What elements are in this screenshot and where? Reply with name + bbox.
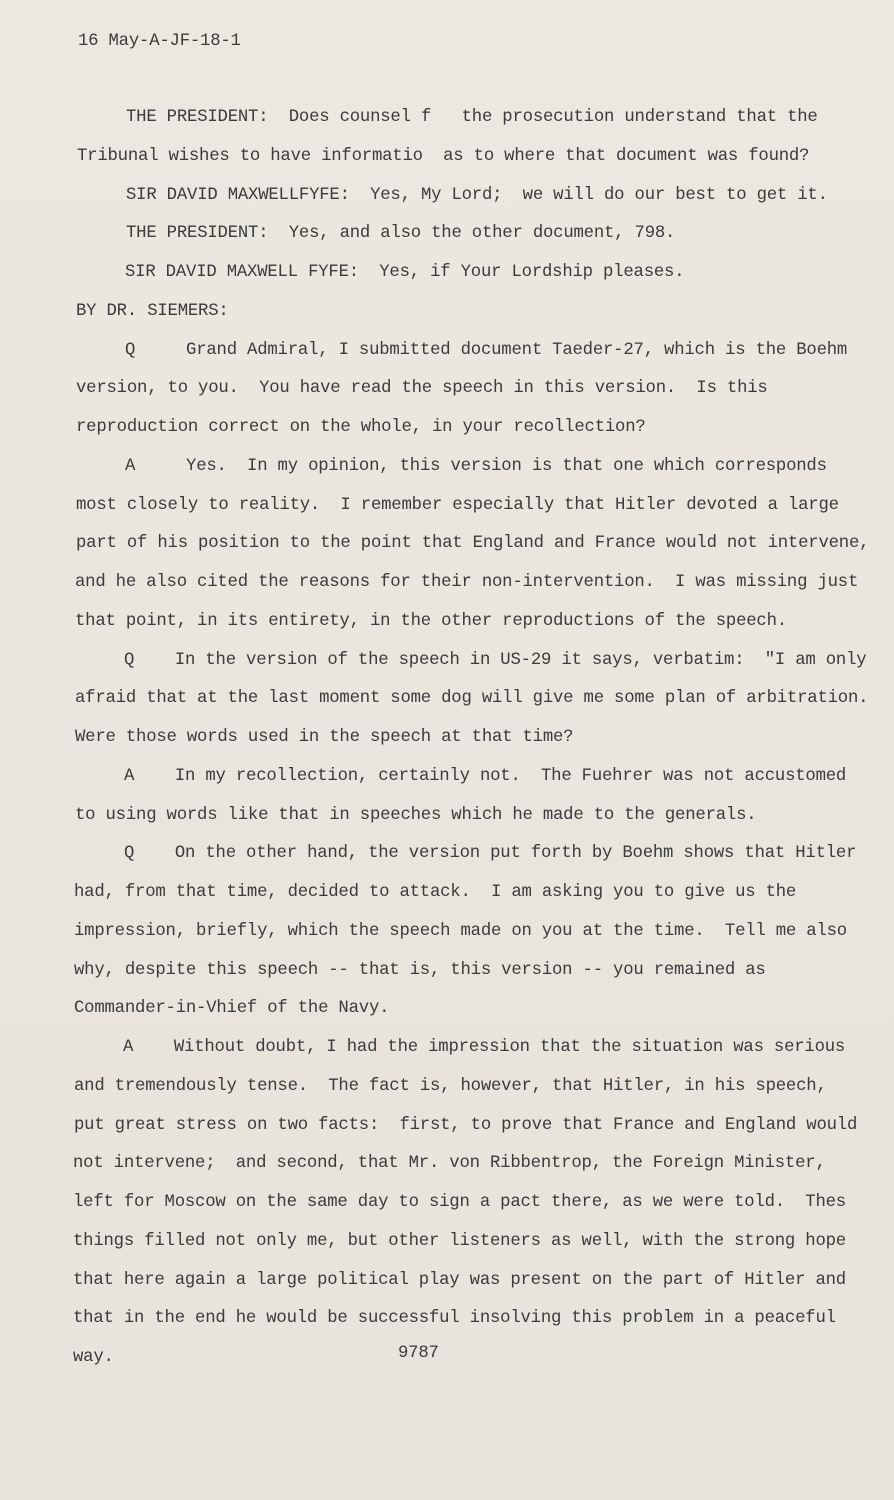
text-line: most closely to reality. I remember especially that Hitler devoted a large bbox=[76, 495, 839, 515]
text-line: left for Moscow on the same day to sign a pact there, as we were told. Thes bbox=[73, 1193, 846, 1212]
text-line: that point, in its entirety, in the other reproductions of the speech. bbox=[75, 611, 787, 631]
text-line: A Without doubt, I had the impression that the situation was serious bbox=[123, 1038, 846, 1057]
text-line: SIR DAVID MAXWELL FYFE: Yes, if Your Lordship pleases. bbox=[125, 263, 685, 282]
text-line: that here again a large political play was present on the part of Hitler and bbox=[73, 1270, 846, 1290]
text-line: reproduction correct on the whole, in your recollection? bbox=[76, 418, 646, 437]
text-line: THE PRESIDENT: Yes, and also the other document, 798. bbox=[126, 224, 676, 244]
text-line: BY DR. SIEMERS: bbox=[76, 301, 229, 321]
page-number: 9787 bbox=[398, 1344, 439, 1363]
text-line: not intervene; and second, that Mr. von Ribbentrop, the Foreign Minister, bbox=[73, 1154, 826, 1174]
text-line: Q On the other hand, the version put forth by Boehm shows that Hitler bbox=[124, 844, 857, 864]
text-line: Tribunal wishes to have informatio as to where that document was found? bbox=[77, 146, 810, 166]
text-line: Q Grand Admiral, I submitted document Taeder-27, which is the Boehm bbox=[125, 340, 848, 360]
text-line: things filled not only me, but other listeners as well, with the strong hope bbox=[73, 1231, 846, 1251]
text-line: Were those words used in the speech at that time? bbox=[75, 728, 574, 747]
text-line: had, from that time, decided to attack. I am asking you to give us the bbox=[74, 883, 797, 902]
text-line: A In my recollection, certainly not. The Fuehrer was not accustomed bbox=[124, 766, 847, 786]
document-header-code: 16 May-A-JF-18-1 bbox=[78, 32, 241, 51]
text-line: why, despite this speech -- that is, this version -- you remained as bbox=[74, 960, 766, 980]
text-line: Commander-in-Vhief of the Navy. bbox=[74, 999, 390, 1019]
text-line: and he also cited the reasons for their non-intervention. I was missing just bbox=[75, 573, 859, 592]
text-line: and tremendously tense. The fact is, however, that Hitler, in his speech, bbox=[74, 1076, 827, 1096]
text-line: version, to you. You have read the speech in this version. Is this bbox=[76, 379, 768, 399]
text-line: way. bbox=[73, 1348, 114, 1367]
text-line: part of his position to the point that England and France would not intervene, bbox=[76, 534, 870, 554]
text-line: put great stress on two facts: first, to prove that France and England would bbox=[74, 1115, 858, 1135]
text-line: impression, briefly, which the speech made on you at the time. Tell me also bbox=[74, 921, 847, 941]
text-line: SIR DAVID MAXWELLFYFE: Yes, My Lord; we will do our best to get it. bbox=[126, 185, 828, 205]
text-line: to using words like that in speeches which he made to the generals. bbox=[75, 805, 757, 825]
text-line: A Yes. In my opinion, this version is that one which corresponds bbox=[125, 456, 827, 476]
text-line: afraid that at the last moment some dog will give me some plan of arbitration. bbox=[75, 689, 869, 709]
text-line: Q In the version of the speech in US-29 it says, verbatim: "I am only bbox=[124, 650, 867, 670]
text-line: that in the end he would be successful insolving this problem in a peaceful bbox=[73, 1309, 836, 1329]
text-line: THE PRESIDENT: Does counsel f the prosecution understand that the bbox=[126, 108, 818, 127]
